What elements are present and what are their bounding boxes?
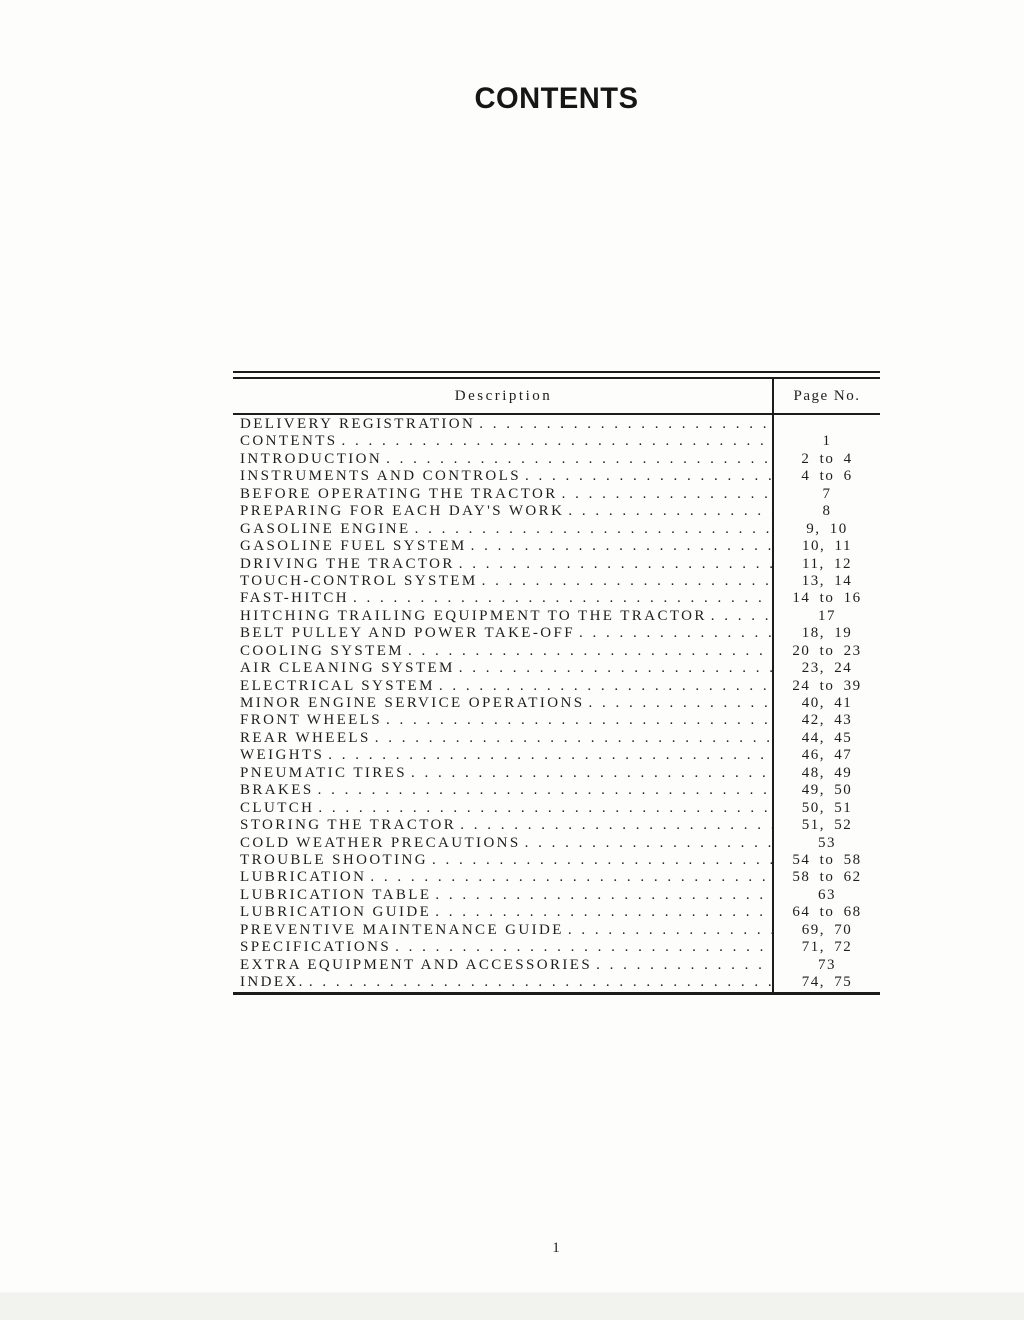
toc-row-description: LUBRICATION: [240, 869, 367, 886]
toc-row: [233, 782, 880, 799]
toc-row: [233, 643, 880, 660]
toc-row-page: 44, 45: [801, 729, 853, 746]
toc-row-page: 13, 14: [801, 572, 853, 589]
toc-row-page: 11, 12: [802, 555, 852, 572]
dot-leader: [305, 974, 772, 991]
toc-row-page: 42, 43: [801, 712, 853, 729]
toc-row-page: 9, 10: [806, 520, 848, 537]
toc-row-page: 10, 11: [802, 538, 852, 555]
toc-row-page: 71, 72: [801, 939, 853, 956]
toc-row-page: 20 to 23: [792, 642, 862, 659]
toc-row: [233, 468, 880, 485]
dot-leader: [478, 573, 772, 590]
toc-row-page: 54 to 58: [792, 851, 862, 868]
column-header-page-no: Page No.: [793, 387, 861, 404]
dot-leader: [366, 869, 772, 886]
toc-row: [233, 730, 880, 747]
toc-row-description: CONTENTS: [240, 433, 338, 450]
toc-row-page: 48, 49: [801, 764, 853, 781]
toc-row: [233, 433, 880, 450]
toc-row-page: 73: [818, 956, 836, 973]
toc-row-description: PREVENTIVE MAINTENANCE GUIDE: [240, 921, 564, 938]
dot-leader: [349, 590, 772, 607]
toc-row: [233, 503, 880, 520]
toc-row: [233, 521, 880, 538]
table-header-rule: [233, 413, 880, 415]
toc-row: [233, 660, 880, 677]
toc-row: [233, 625, 880, 642]
toc-row: [233, 538, 880, 555]
dot-leader: [558, 486, 772, 503]
dot-leader: [324, 747, 772, 764]
dot-leader: [521, 468, 772, 485]
toc-row-page: 69, 70: [801, 921, 853, 938]
dot-leader: [431, 887, 772, 904]
toc-row-description: HITCHING TRAILING EQUIPMENT TO THE TRACTOR: [240, 607, 707, 624]
toc-row-description: GASOLINE FUEL SYSTEM: [240, 538, 467, 555]
toc-row-page: 18, 19: [801, 625, 853, 642]
table-body: [233, 416, 880, 992]
table-header-row: [233, 379, 880, 413]
column-separator-rule: [772, 377, 774, 995]
dot-leader: [407, 765, 772, 782]
dot-leader: [707, 608, 772, 625]
toc-row: [233, 486, 880, 503]
toc-row-description: TROUBLE SHOOTING: [240, 851, 428, 868]
dot-leader: [584, 695, 772, 712]
toc-row-description: DRIVING THE TRACTOR: [240, 555, 455, 572]
toc-row: [233, 747, 880, 764]
table-bottom-rule: [233, 992, 880, 995]
toc-row: [233, 852, 880, 869]
toc-row-page: 14 to 16: [792, 590, 862, 607]
contents-table: [233, 371, 880, 995]
toc-row-description: INDEX.: [240, 974, 305, 990]
toc-row-description: STORING THE TRACTOR: [240, 817, 457, 834]
toc-row: [233, 904, 880, 921]
toc-row-page: 8: [822, 503, 832, 520]
toc-row-description: COOLING SYSTEM: [240, 642, 405, 659]
toc-row: [233, 957, 880, 974]
toc-row-description: GASOLINE ENGINE: [240, 520, 411, 537]
dot-leader: [371, 730, 772, 747]
toc-row-page: 40, 41: [801, 695, 853, 711]
toc-row-description: WEIGHTS: [240, 747, 325, 764]
dot-leader: [431, 904, 772, 921]
dot-leader: [391, 939, 772, 956]
toc-row-description: FAST-HITCH: [240, 590, 350, 607]
toc-row-page: 74, 75: [801, 974, 853, 990]
dot-leader: [314, 782, 772, 799]
toc-row: [233, 800, 880, 817]
toc-row-description: SPECIFICATIONS: [240, 939, 392, 956]
toc-row: [233, 451, 880, 468]
toc-row-page: 4 to 6: [801, 468, 853, 485]
toc-row: [233, 678, 880, 695]
toc-row-page: 64 to 68: [792, 904, 862, 921]
dot-leader: [521, 835, 772, 852]
toc-row: [233, 590, 880, 607]
dot-leader: [575, 625, 772, 642]
toc-row-description: DELIVERY REGISTRATION: [240, 416, 476, 432]
dot-leader: [382, 451, 772, 468]
dot-leader: [467, 538, 772, 555]
toc-row-description: REAR WHEELS: [240, 729, 371, 746]
dot-leader: [455, 660, 772, 677]
toc-row-page: 24 to 39: [792, 677, 862, 694]
toc-row: [233, 974, 880, 991]
toc-row-page: 58 to 62: [792, 869, 862, 886]
toc-row-description: EXTRA EQUIPMENT AND ACCESSORIES: [240, 956, 593, 973]
dot-leader: [592, 957, 772, 974]
toc-row: [233, 608, 880, 625]
dot-leader: [314, 800, 772, 817]
toc-row-page: 23, 24: [801, 660, 853, 677]
toc-row-description: ELECTRICAL SYSTEM: [240, 677, 435, 694]
dot-leader: [338, 433, 772, 450]
toc-row-description: BRAKES: [240, 782, 314, 799]
dot-leader: [428, 852, 772, 869]
toc-row-page: 2 to 4: [801, 450, 853, 467]
toc-row: [233, 712, 880, 729]
toc-row-page: 7: [822, 485, 832, 502]
toc-row-description: FRONT WHEELS: [240, 712, 383, 729]
dot-leader: [456, 817, 772, 834]
toc-row-description: INSTRUMENTS AND CONTROLS: [240, 468, 521, 485]
toc-row-page: 17: [818, 607, 836, 624]
toc-row: [233, 556, 880, 573]
dot-leader: [564, 503, 772, 520]
table-top-rule-outer: [233, 371, 880, 373]
dot-leader: [411, 521, 772, 538]
toc-row-page: 51, 52: [801, 817, 853, 834]
toc-row-page: 50, 51: [801, 799, 853, 816]
toc-row-description: PNEUMATIC TIRES: [240, 764, 407, 781]
toc-row-description: BEFORE OPERATING THE TRACTOR: [240, 485, 558, 502]
dot-leader: [404, 643, 772, 660]
dot-leader: [564, 922, 772, 939]
toc-row-description: BELT PULLEY AND POWER TAKE-OFF: [240, 625, 575, 642]
toc-row: [233, 573, 880, 590]
toc-row-page: 49, 50: [801, 782, 853, 799]
toc-row: [233, 817, 880, 834]
page-number: 1: [552, 1240, 561, 1256]
toc-row: [233, 835, 880, 852]
toc-row-description: COLD WEATHER PRECAUTIONS: [240, 834, 521, 851]
toc-row-page: 1: [822, 433, 832, 450]
toc-row-description: MINOR ENGINE SERVICE OPERATIONS: [240, 695, 585, 711]
toc-row-page: 46, 47: [801, 747, 853, 764]
toc-row-page: 63: [818, 886, 836, 903]
toc-row-description: LUBRICATION TABLE: [240, 886, 432, 903]
toc-row-description: LUBRICATION GUIDE: [240, 904, 432, 921]
dot-leader: [382, 712, 772, 729]
toc-row: [233, 887, 880, 904]
dot-leader: [475, 416, 772, 433]
toc-row-description: AIR CLEANING SYSTEM: [240, 660, 455, 677]
toc-row: [233, 939, 880, 956]
column-header-description: Description: [454, 387, 553, 404]
dot-leader: [435, 678, 772, 695]
toc-row: [233, 765, 880, 782]
toc-row-description: CLUTCH: [240, 799, 315, 816]
page-title: CONTENTS: [474, 82, 639, 115]
toc-row-page: 53: [818, 834, 836, 851]
toc-row-description: INTRODUCTION: [240, 450, 383, 467]
toc-row: [233, 869, 880, 886]
toc-row: [233, 922, 880, 939]
toc-row-description: TOUCH-CONTROL SYSTEM: [240, 572, 478, 589]
toc-row: [233, 695, 880, 712]
toc-row: [233, 416, 880, 433]
dot-leader: [455, 556, 772, 573]
scan-artifact-strip: [0, 1292, 1024, 1320]
toc-row-description: PREPARING FOR EACH DAY'S WORK: [240, 503, 565, 520]
